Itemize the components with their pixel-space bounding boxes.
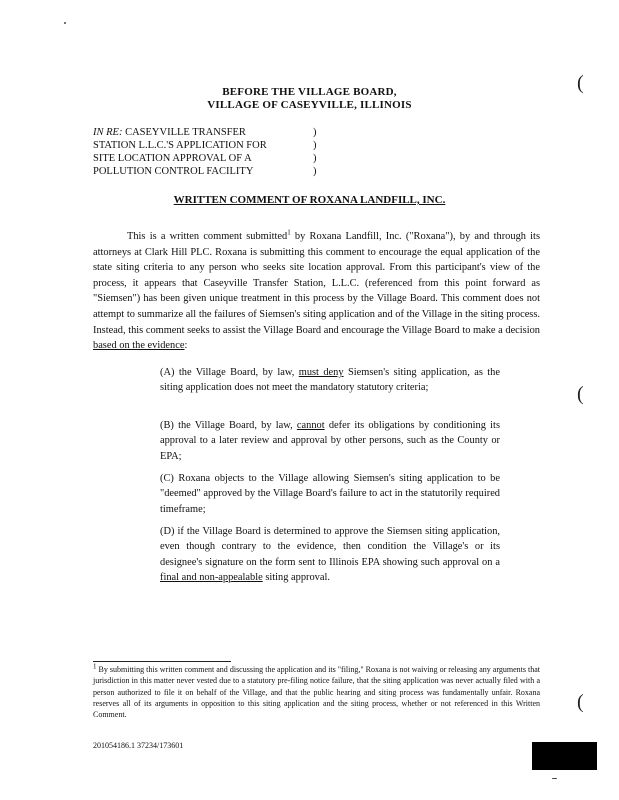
intro-paragraph: This is a written comment submitted$^1$ by Roxana Landfill, Inc. ("Roxana"), by and through its attorneys at Clark Hill PLC. Roxana is submitting this comment to encourage the equal application of the state siting criteria to any person who seeks site location approval. From this participant's view of the process, it appears that Caseyville Transfer Station, L.L.C. (referenced from this point forward as "Siemsen") has been given unique treatment in this process by the Village Board. This comment does not attempt to summarize all the failures of Siemsen's siting application and of the Village in the siting process. Instead, this comment seeks to assist the Village Board and encourage the Village Board to make a decision based on the evidence: [93,228,540,352]
caption-line-3: SITE LOCATION APPROVAL OF A [93,153,252,164]
document-title: WRITTEN COMMENT OF ROXANA LANDFILL, INC. [173,194,446,206]
caption-line-1: IN RE: CASEYVILLE TRANSFER [93,127,246,138]
list-item-c: (C) Roxana objects to the Village allowing Siemsen's siting application to be "deemed" approved by the Village Board's failure to act in the statutorily required timeframe; [160,473,500,515]
caption-line-2: STATION L.L.C.'S APPLICATION FOR [93,140,267,151]
list-item-a: (A) the Village Board, by law, must deny Siemsen's siting application, as the siting application does not meet the mandatory statutory criteria; [160,367,500,394]
underlined-phrase: based on the evidence [93,340,185,352]
footnote-rule [93,661,231,662]
caption-paren: ) [313,166,317,177]
scan-speck [552,778,557,779]
footnote: $^1$ By submitting this written comment and discussing the application and its "filing," Roxana is not waiving or releasing any arguments that jurisdiction in this matter never vested due to a statutory pre-filing notice failure, that the siting application was never actually filed with a person authorized to file it on behalf of the Village, and that the public hearing and siting process was fundamentally unfair. Roxana reserves all of its arguments in opposition to this siting application and the siting process, whether or not referenced in this Written Comment. [93,662,540,720]
caption-paren: ) [313,140,317,151]
list-item-b: (B) the Village Board, by law, cannot defer its obligations by conditioning its approval to a later review and approval by other persons, such as the County or EPA; [160,420,500,462]
caption-paren: ) [313,153,317,164]
scan-speck [64,22,66,24]
margin-mark: ( [577,383,584,405]
footnote-number: 1 [93,662,97,671]
caption-line-4: POLLUTION CONTROL FACILITY [93,166,254,177]
in-re-label: IN RE: [93,127,123,138]
header-line-2: VILLAGE OF CASEYVILLE, ILLINOIS [207,99,412,111]
list-item-d: (D) if the Village Board is determined to approve the Siemsen siting application, even though contrary to the evidence, then condition the Village's or its designee's signature on the form sent to Illinois EPA showing such approval on a final and non-appealable siting approval. [160,526,500,584]
redaction-box [532,742,597,770]
margin-mark: ( [577,691,584,713]
caption-paren: ) [313,127,317,138]
margin-mark: ( [577,72,584,94]
header-line-1: BEFORE THE VILLAGE BOARD, [222,86,397,98]
footnote-ref: 1 [287,228,291,237]
document-id: 201054186.1 37234/173601 [93,741,184,750]
